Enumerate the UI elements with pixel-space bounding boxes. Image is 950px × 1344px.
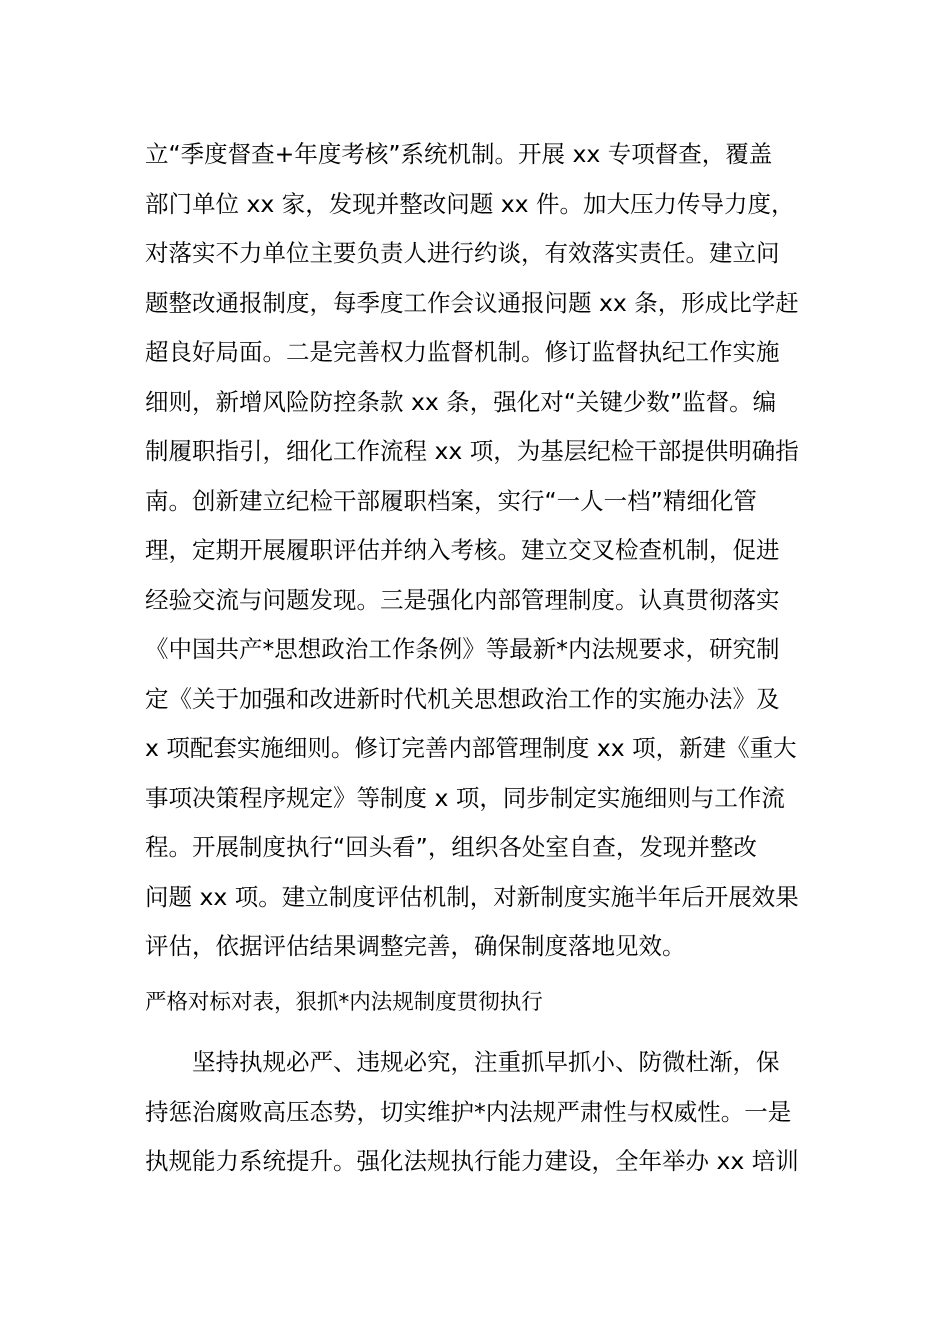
text-line: 执规能力系统提升。强化法规执行能力建设，全年举办 xx 培训 — [145, 1147, 799, 1175]
body-paragraph-1 — [145, 130, 810, 972]
text-line: 超良好局面。二是完善权力监督机制。修订监督执纪工作实施 — [145, 338, 780, 366]
text-line: 坚持执规必严、违规必究，注重抓早抓小、防微杜渐，保 — [192, 1048, 780, 1076]
text-line: 事项决策程序规定》等制度 x 项，同步制定实施细则与工作流 — [145, 783, 785, 812]
section-heading-text: 严格对标对表，狠抓*内法规制度贯彻执行 — [145, 990, 543, 1015]
text-line: 《中国共产*思想政治工作条例》等最新*内法规要求，研究制 — [145, 635, 780, 663]
text-line: 细则，新增风险防控条款 xx 条，强化对“关键少数”监督。编 — [145, 387, 777, 416]
text-line: 制履职指引，细化工作流程 xx 项，为基层纪检干部提供明确指 — [145, 437, 799, 465]
text-line: 经验交流与问题发现。三是强化内部管理制度。认真贯彻落实 — [145, 585, 780, 614]
text-line: 理，定期开展履职评估并纳入考核。建立交叉检查机制，促进 — [145, 536, 780, 564]
text-line: 立“季度督查+年度考核”系统机制。开展 xx 专项督查，覆盖 — [145, 140, 773, 168]
text-line: 程。开展制度执行“回头看”，组织各处室自查，发现并整改 — [145, 833, 757, 861]
text-line: 持惩治腐败高压态势，切实维护*内法规严肃性与权威性。一是 — [145, 1097, 792, 1126]
section-heading — [145, 983, 810, 1023]
text-line: 问题 xx 项。建立制度评估机制，对新制度实施半年后开展效果 — [145, 882, 799, 911]
text-line: 对落实不力单位主要负责人进行约谈，有效落实责任。建立问 — [145, 239, 780, 267]
text-line: 评估，依据评估结果调整完善，确保制度落地见效。 — [145, 932, 686, 960]
body-paragraph-2 — [145, 1038, 810, 1187]
text-line: 部门单位 xx 家，发现并整改问题 xx 件。加大压力传导力度， — [145, 189, 795, 218]
text-line: 定《关于加强和改进新时代机关思想政治工作的实施办法》及 — [145, 684, 780, 713]
text-line: x 项配套实施细则。修订完善内部管理制度 xx 项，新建《重大 — [145, 734, 797, 762]
text-line: 题整改通报制度，每季度工作会议通报问题 xx 条，形成比学赶 — [145, 288, 799, 317]
text-line: 南。创新建立纪检干部履职档案，实行“一人一档”精细化管 — [145, 486, 757, 515]
